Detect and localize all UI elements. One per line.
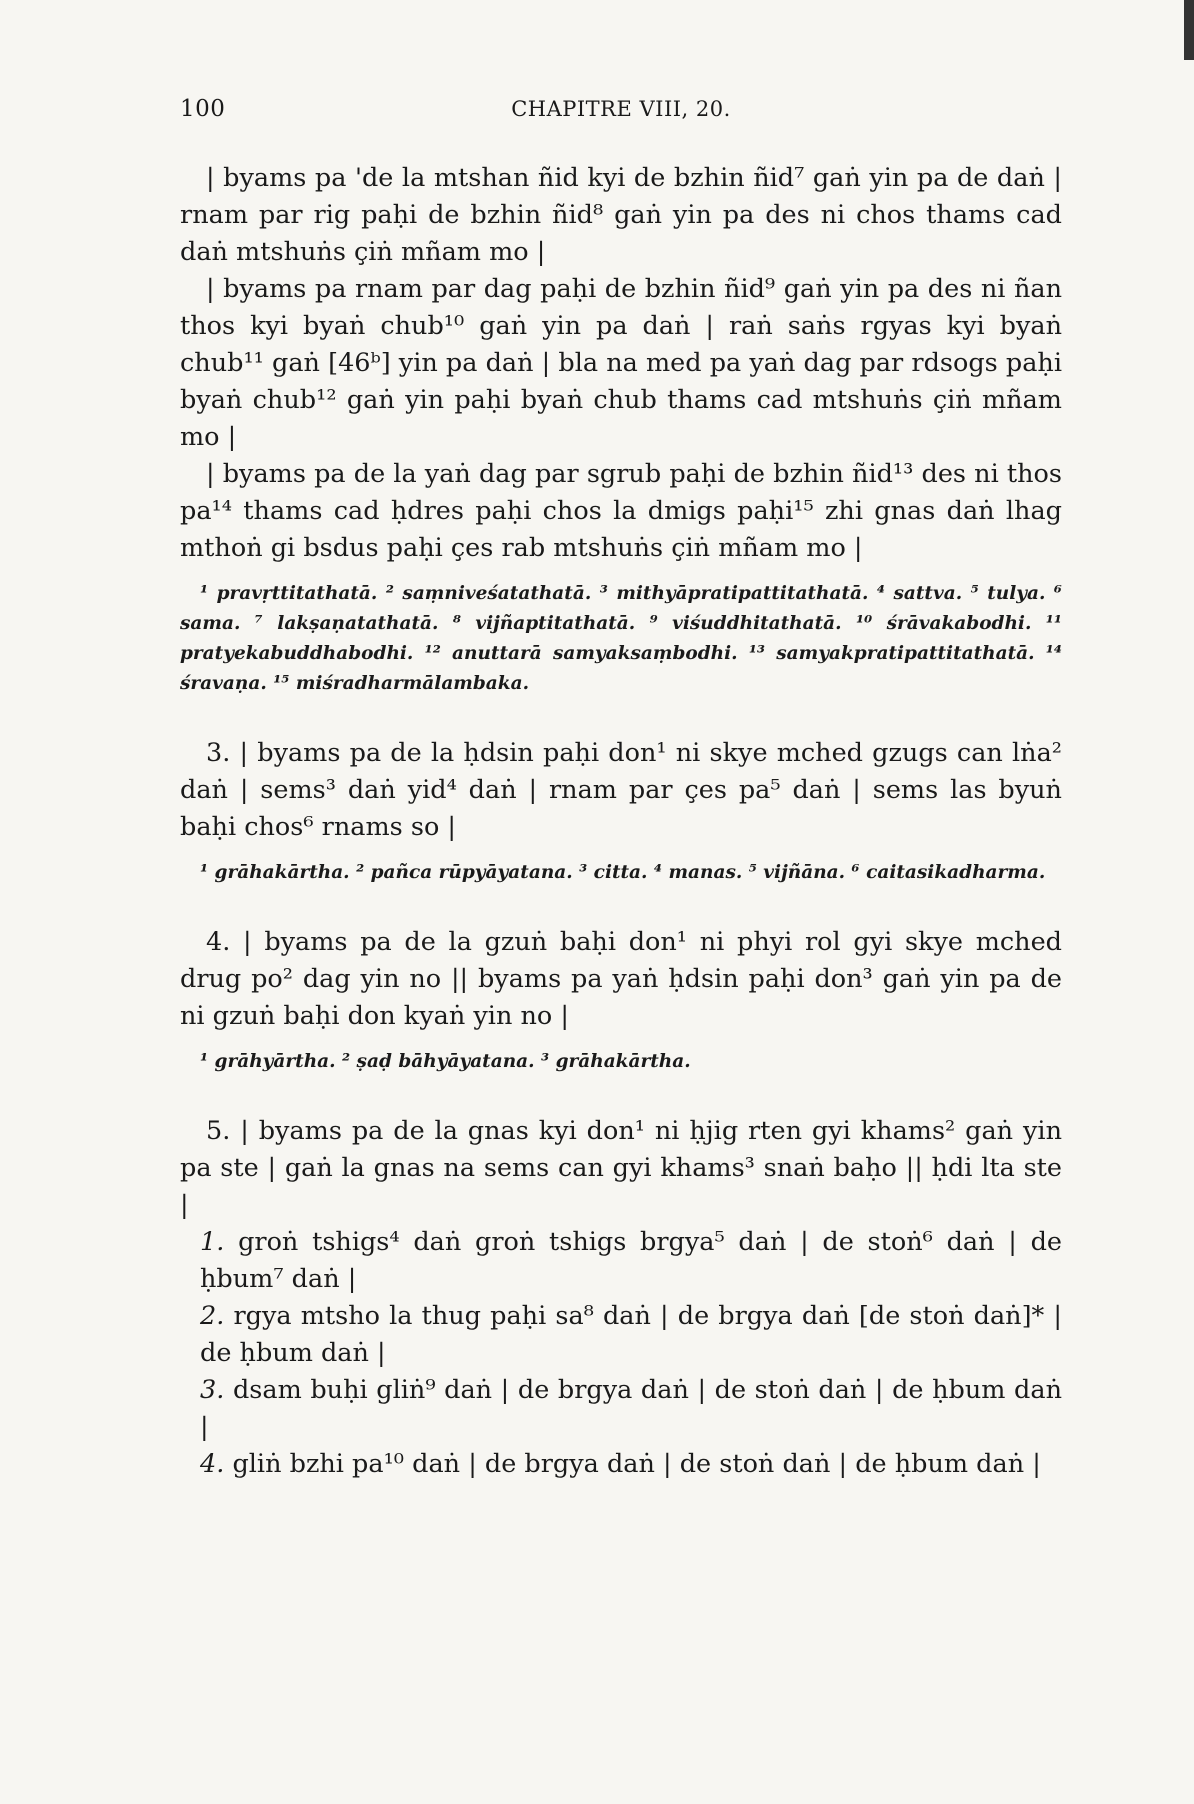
- list-text: groṅ tshigs⁴ daṅ groṅ tshigs brgya⁵ daṅ | de stoṅ⁶ daṅ | de ḥbum⁷ daṅ |: [200, 1227, 1062, 1294]
- page-number: 100: [180, 96, 226, 122]
- page-header: [180, 96, 1062, 136]
- paragraph: | byams pa de la yaṅ dag par sgrub paḥi de bzhin ñid¹³ des ni thos pa¹⁴ thams cad ḥdres paḥi chos la dmigs paḥi¹⁵ zhi gnas daṅ lhag mthoṅ gi bsdus paḥi çes rab mtshuṅs çiṅ mñam mo |: [180, 459, 1062, 563]
- section-3: [180, 735, 1062, 888]
- paragraph: | byams pa rnam par dag paḥi de bzhin ñid⁹ gaṅ yin pa des ni ñan thos kyi byaṅ chub¹⁰ gaṅ yin pa daṅ | raṅ saṅs rgyas kyi byaṅ chub¹¹ gaṅ [46ᵇ] yin pa daṅ | bla na med pa yaṅ dag par rdsogs paḥi byaṅ chub¹² gaṅ yin paḥi byaṅ chub thams cad mtshuṅs çiṅ mñam mo |: [180, 274, 1062, 452]
- section-text: 4. | byams pa de la gzuṅ baḥi don¹ ni phyi rol gyi skye mched drug po² dag yin no || byams pa yaṅ ḥdsin paḥi don³ gaṅ yin pa de ni gzuṅ baḥi don kyaṅ yin no |: [180, 927, 1062, 1031]
- book-page: [180, 96, 1062, 1483]
- list-number: 1.: [200, 1227, 225, 1257]
- list-text: gliṅ bzhi pa¹⁰ daṅ | de brgya daṅ | de stoṅ daṅ | de ḥbum daṅ |: [232, 1449, 1041, 1479]
- list-text: dsam buḥi gliṅ⁹ daṅ | de brgya daṅ | de stoṅ daṅ | de ḥbum daṅ |: [200, 1375, 1063, 1442]
- chapter-title: CHAPITRE VIII, 20.: [511, 97, 731, 121]
- section-4: [180, 924, 1062, 1077]
- list-number: 3.: [200, 1375, 225, 1405]
- footnotes: ¹ grāhyārtha. ² ṣaḍ bāhyāyatana. ³ grāhakārtha.: [200, 1051, 691, 1072]
- section-5: [180, 1113, 1062, 1483]
- page-edge-mark: [1184, 0, 1194, 60]
- main-text: [180, 160, 1062, 567]
- paragraph: | byams pa 'de la mtshan ñid kyi de bzhin ñid⁷ gaṅ yin pa de daṅ | rnam par rig paḥi de bzhin ñid⁸ gaṅ yin pa des ni chos thams cad daṅ mtshuṅs çiṅ mñam mo |: [180, 163, 1062, 267]
- list-number: 2.: [200, 1301, 225, 1331]
- list-item: [180, 1298, 1062, 1372]
- list-item: [180, 1372, 1062, 1446]
- list-item: [180, 1224, 1062, 1298]
- list-text: rgya mtsho la thug paḥi sa⁸ daṅ | de brgya daṅ [de stoṅ daṅ]* | de ḥbum daṅ |: [200, 1301, 1062, 1368]
- list-number: 4.: [200, 1449, 225, 1479]
- section-text: 3. | byams pa de la ḥdsin paḥi don¹ ni skye mched gzugs can lṅa² daṅ | sems³ daṅ yid⁴ daṅ | rnam par çes pa⁵ daṅ | sems las byuṅ baḥi chos⁶ rnams so |: [180, 738, 1062, 842]
- list-item: [180, 1446, 1062, 1483]
- footnotes: ¹ grāhakārtha. ² pañca rūpyāyatana. ³ citta. ⁴ manas. ⁵ vijñāna. ⁶ caitasikadharma.: [200, 862, 1046, 883]
- section-text: 5. | byams pa de la gnas kyi don¹ ni ḥjig rten gyi khams² gaṅ yin pa ste | gaṅ la gnas na sems can gyi khams³ snaṅ baḥo || ḥdi lta ste |: [180, 1116, 1062, 1220]
- numbered-list: [180, 1224, 1062, 1483]
- footnotes: ¹ pravṛttitathatā. ² saṃniveśatathatā. ³ mithyāpratipattitathatā. ⁴ sattva. ⁵ tulya. ⁶ sama. ⁷ lakṣaṇatathatā. ⁸ vijñaptitathatā. ⁹ viśuddhitathatā. ¹⁰ śrāvakabodhi. ¹¹ pratyekabuddhabodhi. ¹² anuttarā samyaksaṃbodhi. ¹³ samyakpratipattitathatā. ¹⁴ śravaṇa. ¹⁵ miśradharmālambaka.: [180, 583, 1062, 694]
